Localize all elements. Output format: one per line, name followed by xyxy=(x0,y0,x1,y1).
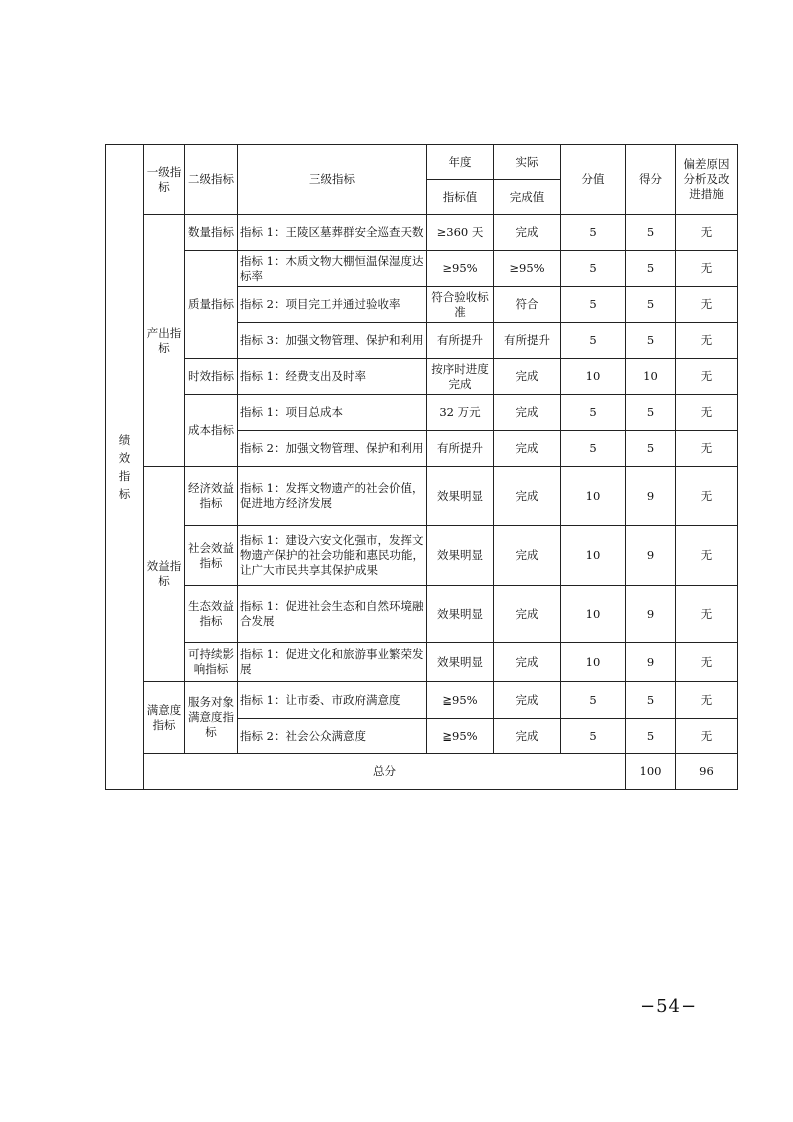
score-cell: 5 xyxy=(561,719,626,754)
subgroup-cost: 成本指标 xyxy=(185,395,238,467)
table-row xyxy=(106,586,738,643)
performance-table xyxy=(105,144,738,790)
got-cell: 5 xyxy=(626,719,676,754)
indicator-cell: 指标 1：王陵区墓葬群安全巡查天数 xyxy=(238,215,427,251)
table-row xyxy=(106,467,738,526)
subgroup-time: 时效指标 xyxy=(185,359,238,395)
target-cell: 效果明显 xyxy=(427,526,494,586)
score-cell: 5 xyxy=(561,323,626,359)
header-actual: 实际 xyxy=(494,145,561,180)
subgroup-social: 社会效益指标 xyxy=(185,526,238,586)
indicator-cell: 指标 1：木质文物大棚恒温保湿度达标率 xyxy=(238,251,427,287)
score-cell: 10 xyxy=(561,359,626,395)
score-cell: 10 xyxy=(561,526,626,586)
note-cell: 无 xyxy=(676,643,738,682)
header-score: 分值 xyxy=(561,145,626,215)
target-cell: 按序时进度完成 xyxy=(427,359,494,395)
actual-cell: 完成 xyxy=(494,586,561,643)
actual-cell: 完成 xyxy=(494,359,561,395)
got-cell: 9 xyxy=(626,586,676,643)
actual-cell: 有所提升 xyxy=(494,323,561,359)
table-row xyxy=(106,682,738,719)
indicator-cell: 指标 1：经费支出及时率 xyxy=(238,359,427,395)
header-actual-value: 完成值 xyxy=(494,180,561,215)
score-cell: 5 xyxy=(561,215,626,251)
actual-cell: 完成 xyxy=(494,467,561,526)
got-cell: 9 xyxy=(626,526,676,586)
table-row xyxy=(106,359,738,395)
target-cell: ≥95% xyxy=(427,251,494,287)
score-cell: 5 xyxy=(561,287,626,323)
note-cell: 无 xyxy=(676,287,738,323)
note-cell: 无 xyxy=(676,323,738,359)
got-cell: 5 xyxy=(626,682,676,719)
got-cell: 5 xyxy=(626,431,676,467)
subgroup-quantity: 数量指标 xyxy=(185,215,238,251)
got-cell: 9 xyxy=(626,467,676,526)
actual-cell: ≥95% xyxy=(494,251,561,287)
header-level1: 一级指标 xyxy=(144,145,185,215)
indicator-cell: 指标 1：项目总成本 xyxy=(238,395,427,431)
table-row xyxy=(106,251,738,287)
subgroup-economic: 经济效益指标 xyxy=(185,467,238,526)
got-cell: 5 xyxy=(626,323,676,359)
score-cell: 5 xyxy=(561,251,626,287)
total-score: 100 xyxy=(626,754,676,790)
got-cell: 9 xyxy=(626,643,676,682)
target-cell: 效果明显 xyxy=(427,643,494,682)
indicator-cell: 指标 2：加强文物管理、保护和利用 xyxy=(238,431,427,467)
header-level3: 三级指标 xyxy=(238,145,427,215)
target-cell: 效果明显 xyxy=(427,467,494,526)
target-cell: 符合验收标准 xyxy=(427,287,494,323)
target-cell: 有所提升 xyxy=(427,323,494,359)
header-target: 指标值 xyxy=(427,180,494,215)
table-row xyxy=(106,215,738,251)
indicator-cell: 指标 1：发挥文物遗产的社会价值，促进地方经济发展 xyxy=(238,467,427,526)
actual-cell: 完成 xyxy=(494,215,561,251)
score-cell: 5 xyxy=(561,395,626,431)
subgroup-ecological: 生态效益指标 xyxy=(185,586,238,643)
note-cell: 无 xyxy=(676,586,738,643)
total-row xyxy=(106,754,738,790)
header-got: 得分 xyxy=(626,145,676,215)
actual-cell: 完成 xyxy=(494,719,561,754)
got-cell: 5 xyxy=(626,251,676,287)
header-year: 年度 xyxy=(427,145,494,180)
note-cell: 无 xyxy=(676,682,738,719)
indicator-cell: 指标 1：建设六安文化强市，发挥文物遗产保护的社会功能和惠民功能，让广大市民共享其保护成果 xyxy=(238,526,427,586)
top-category-cell: 绩效指标 xyxy=(106,145,144,790)
target-cell: ≧95% xyxy=(427,719,494,754)
group-benefit: 效益指标 xyxy=(144,467,185,682)
score-cell: 10 xyxy=(561,467,626,526)
total-got: 96 xyxy=(676,754,738,790)
group-satisfaction: 满意度指标 xyxy=(144,682,185,754)
total-label: 总分 xyxy=(144,754,626,790)
subgroup-sustainable: 可持续影响指标 xyxy=(185,643,238,682)
target-cell: ≥360 天 xyxy=(427,215,494,251)
note-cell: 无 xyxy=(676,526,738,586)
got-cell: 10 xyxy=(626,359,676,395)
actual-cell: 完成 xyxy=(494,526,561,586)
table-row xyxy=(106,395,738,431)
indicator-cell: 指标 2：项目完工并通过验收率 xyxy=(238,287,427,323)
indicator-cell: 指标 3：加强文物管理、保护和利用 xyxy=(238,323,427,359)
target-cell: ≧95% xyxy=(427,682,494,719)
actual-cell: 完成 xyxy=(494,682,561,719)
got-cell: 5 xyxy=(626,395,676,431)
note-cell: 无 xyxy=(676,719,738,754)
header-level2: 二级指标 xyxy=(185,145,238,215)
subgroup-service: 服务对象满意度指标 xyxy=(185,682,238,754)
score-cell: 10 xyxy=(561,643,626,682)
header-deviation: 偏差原因分析及改进措施 xyxy=(676,145,738,215)
table-row xyxy=(106,526,738,586)
score-cell: 10 xyxy=(561,586,626,643)
group-output: 产出指标 xyxy=(144,215,185,467)
got-cell: 5 xyxy=(626,287,676,323)
got-cell: 5 xyxy=(626,215,676,251)
note-cell: 无 xyxy=(676,359,738,395)
target-cell: 32 万元 xyxy=(427,395,494,431)
indicator-cell: 指标 1：促进社会生态和自然环境融合发展 xyxy=(238,586,427,643)
target-cell: 有所提升 xyxy=(427,431,494,467)
actual-cell: 完成 xyxy=(494,395,561,431)
note-cell: 无 xyxy=(676,395,738,431)
note-cell: 无 xyxy=(676,215,738,251)
subgroup-quality: 质量指标 xyxy=(185,251,238,359)
note-cell: 无 xyxy=(676,251,738,287)
page-number: −54− xyxy=(640,996,698,1017)
note-cell: 无 xyxy=(676,431,738,467)
actual-cell: 符合 xyxy=(494,287,561,323)
note-cell: 无 xyxy=(676,467,738,526)
indicator-cell: 指标 1：促进文化和旅游事业繁荣发展 xyxy=(238,643,427,682)
score-cell: 5 xyxy=(561,682,626,719)
actual-cell: 完成 xyxy=(494,643,561,682)
score-cell: 5 xyxy=(561,431,626,467)
indicator-cell: 指标 2：社会公众满意度 xyxy=(238,719,427,754)
target-cell: 效果明显 xyxy=(427,586,494,643)
actual-cell: 完成 xyxy=(494,431,561,467)
indicator-cell: 指标 1：让市委、市政府满意度 xyxy=(238,682,427,719)
table-row xyxy=(106,643,738,682)
